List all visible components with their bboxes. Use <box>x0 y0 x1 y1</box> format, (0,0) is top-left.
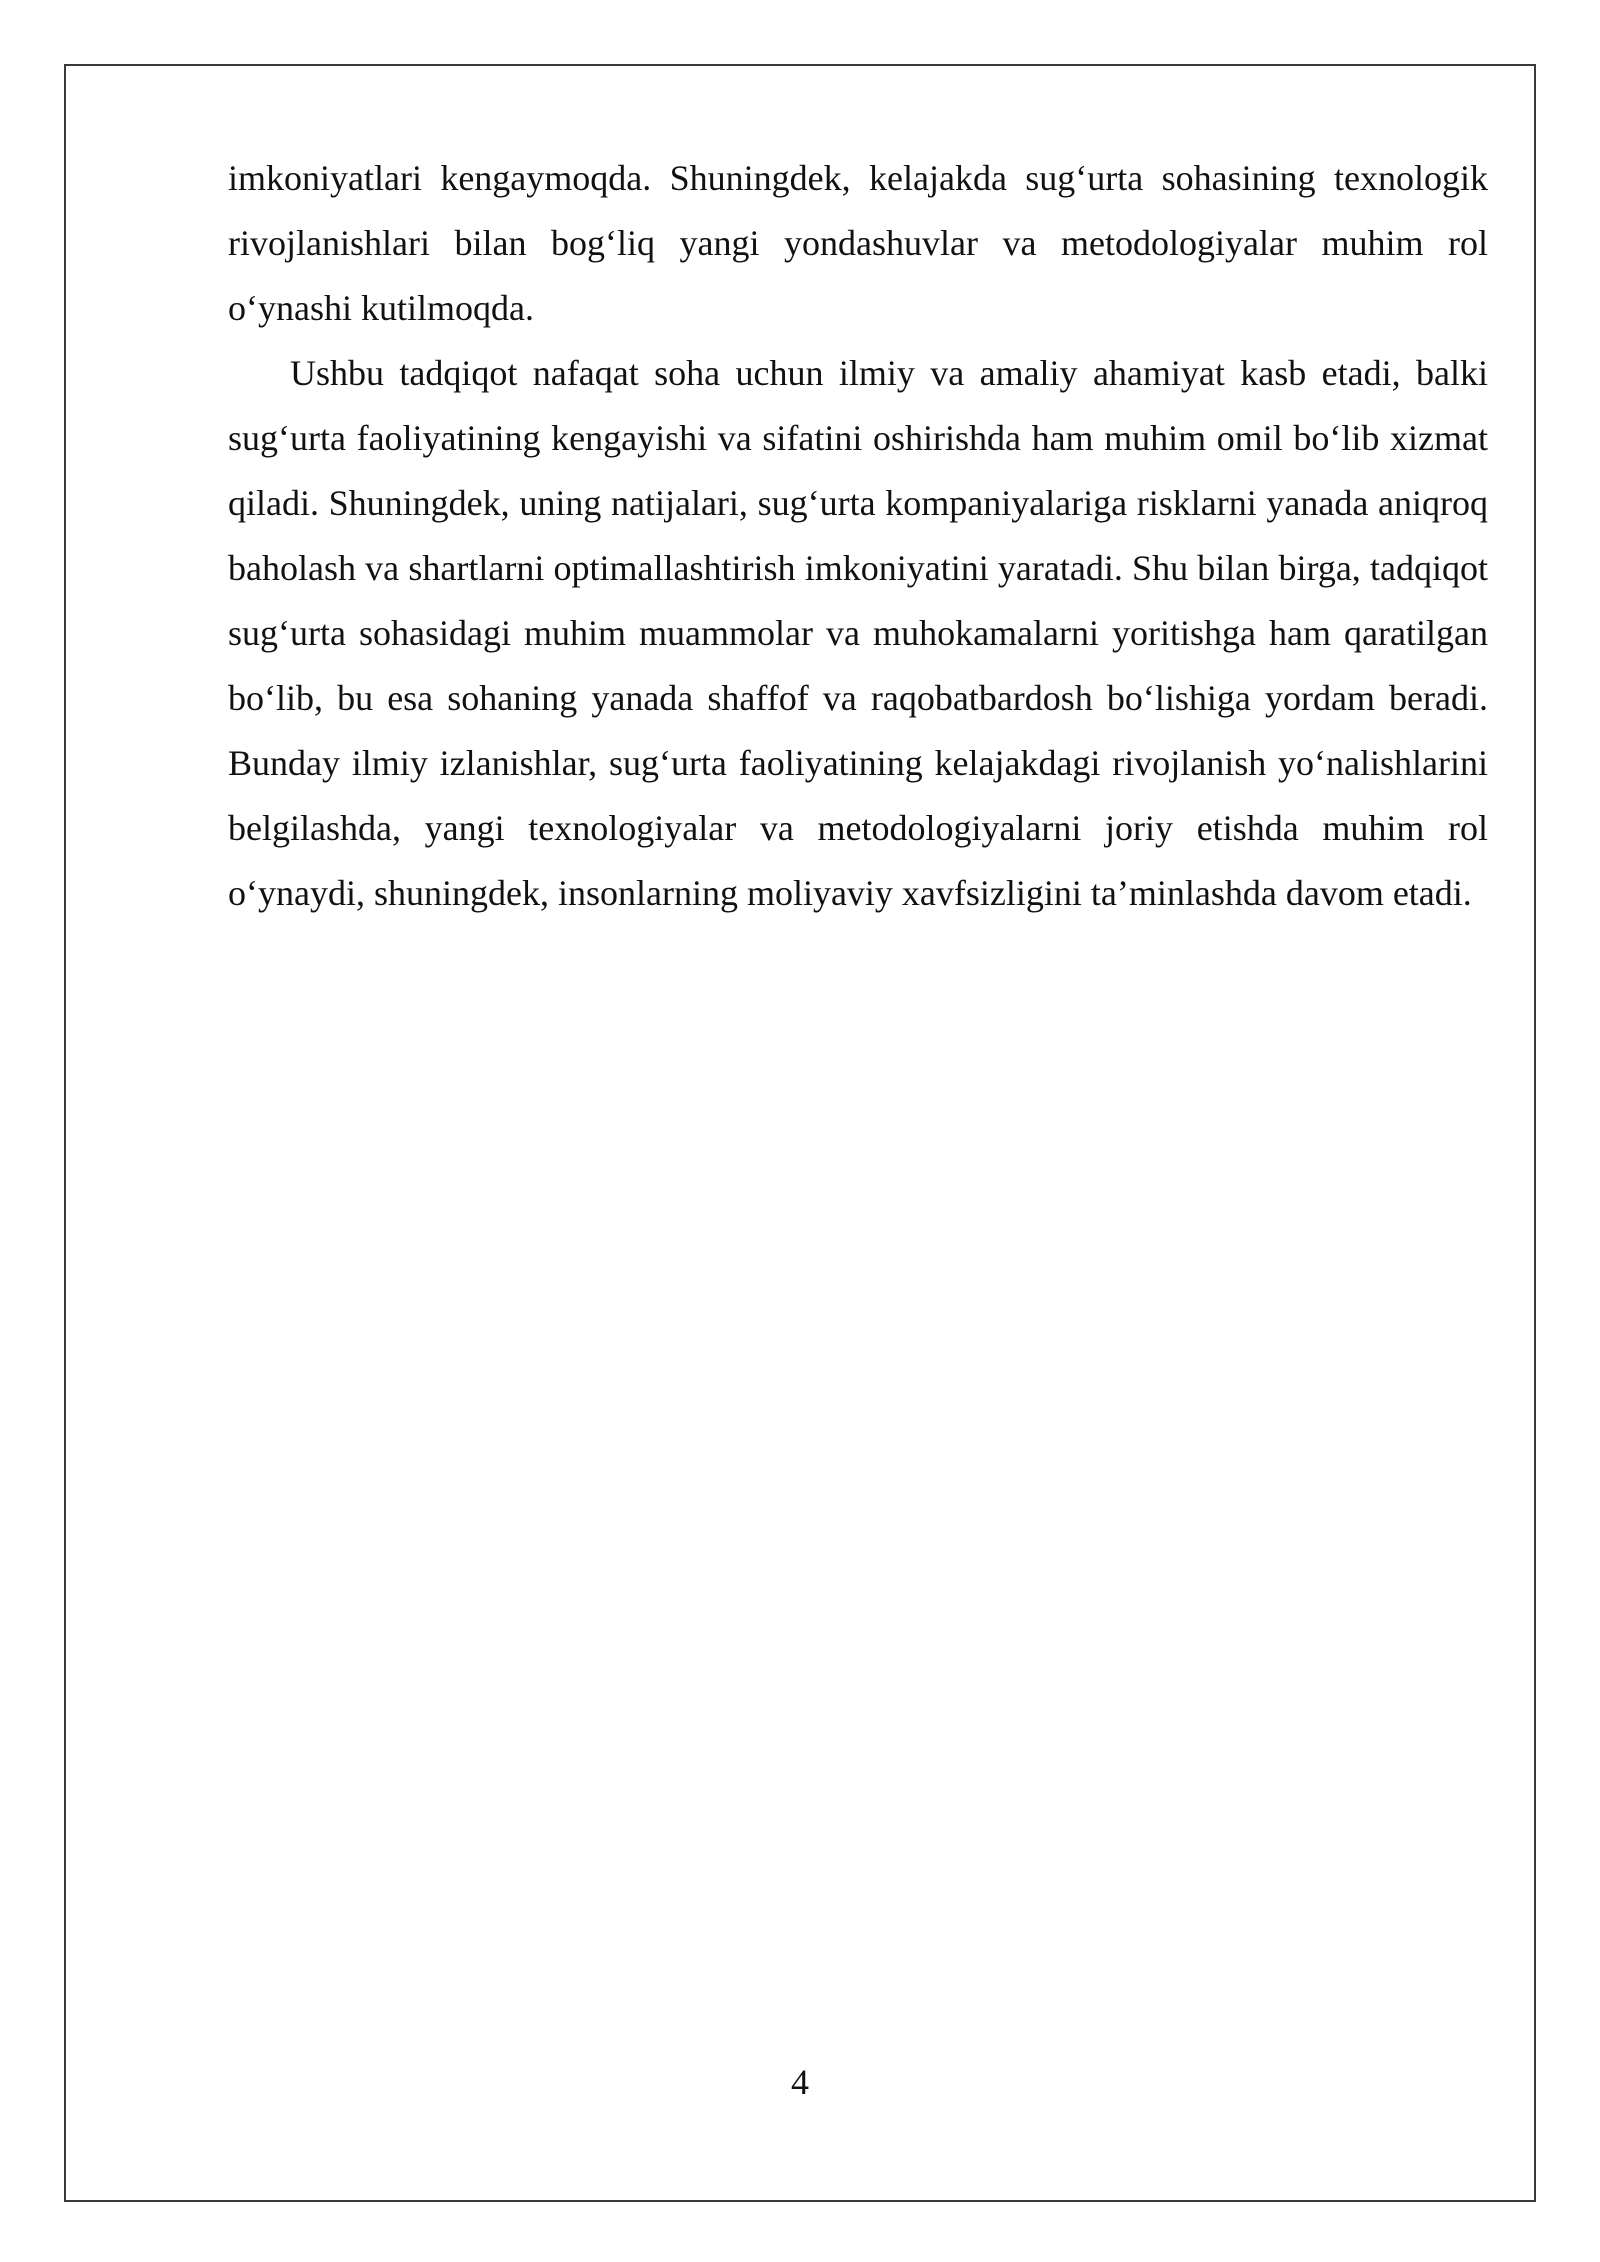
paragraph-main: Ushbu tadqiqot nafaqat soha uchun ilmiy va amaliy ahamiyat kasb etadi, balki sug‘urta faoliyatining kengayishi va sifatini oshirishda ham muhim omil bo‘lib xizmat qiladi. Shuningdek, uning natijalari, sug‘urta kompaniyalariga risklarni yanada aniqroq baholash va shartlarni optimallashtirish imkoniyatini yaratadi. Shu bilan birga, tadqiqot sug‘urta sohasidagi muhim muammolar va muhokamalarni yoritishga ham qaratilgan bo‘lib, bu esa sohaning yanada shaffof va raqobatbardosh bo‘lishiga yordam beradi. Bunday ilmiy izlanishlar, sug‘urta faoliyatining kelajakdagi rivojlanish yo‘nalishlarini belgilashda, yangi texnologiyalar va metodologiyalarni joriy etishda muhim rol o‘ynaydi, shuningdek, insonlarning moliyaviy xavfsizligini ta’minlashda davom etadi. <box>228 353 1488 913</box>
document-body <box>228 146 1488 926</box>
page-number: 4 <box>791 2062 809 2102</box>
paragraph-continuation: imkoniyatlari kengaymoqda. Shuningdek, kelajakda sug‘urta sohasining texnologik rivojlanishlari bilan bog‘liq yangi yondashuvlar va metodologiyalar muhim rol o‘ynashi kutilmoqda. <box>228 158 1488 328</box>
